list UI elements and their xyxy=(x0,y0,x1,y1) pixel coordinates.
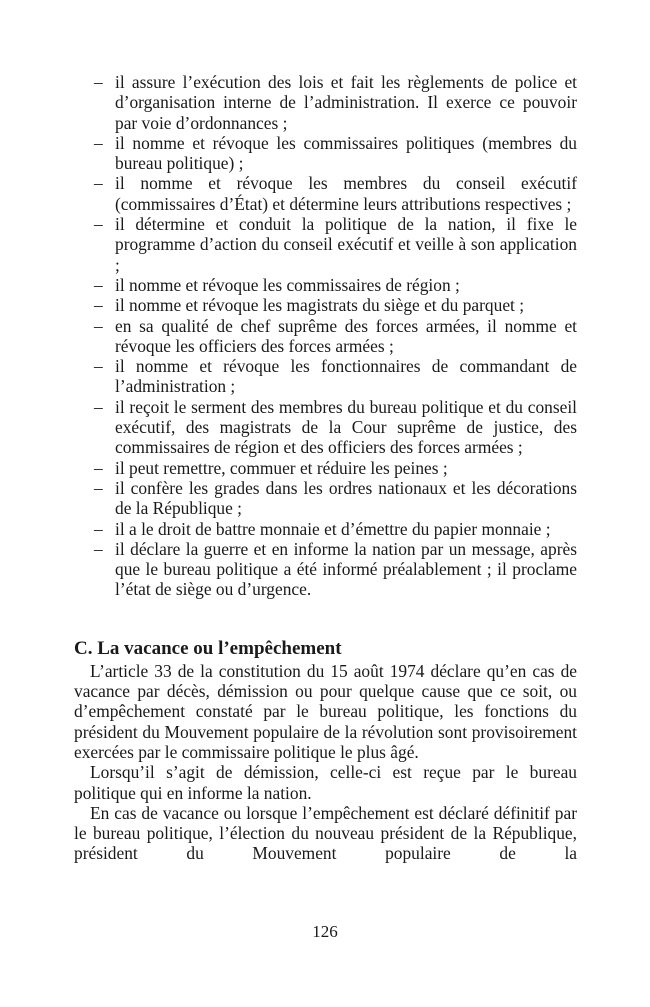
list-item xyxy=(74,519,577,539)
list-item xyxy=(74,356,577,397)
powers-list xyxy=(74,72,577,600)
list-item-text: il nomme et révoque les fonctionnaires de commandant de l’administration ; xyxy=(115,356,577,397)
section-heading: C. La vacance ou l’empêchement xyxy=(74,637,342,659)
dash-bullet: – xyxy=(94,477,103,498)
list-item xyxy=(74,275,577,295)
dash-bullet: – xyxy=(94,518,103,539)
list-item xyxy=(74,458,577,478)
list-item-text: il déclare la guerre et en informe la nation par un message, après que le bureau politique a été informé préalablement ; il proclame l’état de siège ou d’urgence. xyxy=(115,538,577,600)
dash-bullet: – xyxy=(94,356,103,377)
dash-bullet: – xyxy=(94,132,103,153)
list-item xyxy=(74,478,577,519)
paragraph: Lorsqu’il s’agit de démission, celle-ci est reçue par le bureau politique qui en informe la nation. xyxy=(74,762,577,803)
list-item-text: il a le droit de battre monnaie et d’émettre du papier monnaie ; xyxy=(115,518,551,539)
list-item xyxy=(74,72,577,133)
list-item-text: il confère les grades dans les ordres nationaux et les décorations de la République ; xyxy=(115,477,577,519)
list-item xyxy=(74,133,577,174)
list-item-text: il nomme et révoque les commissaires politiques (membres du bureau politique) ; xyxy=(115,132,577,174)
list-item xyxy=(74,173,577,214)
paragraph: L’article 33 de la constitution du 15 août 1974 déclare qu’en cas de vacance par décès, démission ou pour quelque cause que ce soit, ou d’empêchement constaté par le bureau politique, les fonctions du président du Mouvement populaire de la révolution sont provisoirement exercées par le commissaire politique le plus âgé. xyxy=(74,660,577,762)
page-number: 126 xyxy=(312,922,338,941)
dash-bullet: – xyxy=(94,72,103,92)
dash-bullet: – xyxy=(94,457,103,478)
list-item xyxy=(74,539,577,600)
list-item-text: il peut remettre, commuer et réduire les peines ; xyxy=(115,457,448,478)
dash-bullet: – xyxy=(94,538,103,559)
list-item-text: il détermine et conduit la politique de la nation, il fixe le programme d’action du conseil exécutif et veille à son application ; xyxy=(115,214,577,275)
list-item xyxy=(74,397,577,458)
paragraph: En cas de vacance ou lorsque l’empêchement est déclaré définitif par le bureau politique, l’élection du nouveau président de la République, président du Mouvement populaire de la xyxy=(74,802,577,864)
list-item-text: en sa qualité de chef suprême des forces armées, il nomme et révoque les officiers des forces armées ; xyxy=(115,315,577,356)
dash-bullet: – xyxy=(94,295,103,316)
list-item-text: il nomme et révoque les magistrats du siège et du parquet ; xyxy=(115,295,525,316)
list-item-text: il nomme et révoque les membres du conseil exécutif (commissaires d’État) et détermine leurs attributions respectives ; xyxy=(115,173,577,214)
list-item-text: il assure l’exécution des lois et fait les règlements de police et d’organisation interne de l’administration. Il exerce ce pouvoir par voie d’ordonnances ; xyxy=(115,72,577,133)
page-body xyxy=(74,72,577,864)
list-item-text: il nomme et révoque les commissaires de région ; xyxy=(115,274,460,295)
list-item xyxy=(74,295,577,315)
dash-bullet: – xyxy=(94,315,103,336)
dash-bullet: – xyxy=(94,214,103,235)
dash-bullet: – xyxy=(94,173,103,194)
list-item-text: il reçoit le serment des membres du bureau politique et du conseil exécutif, des magistrats de la Cour suprême de justice, des commissaires de région et des officiers des forces armées ; xyxy=(115,396,577,458)
dash-bullet: – xyxy=(94,274,103,295)
dash-bullet: – xyxy=(94,396,103,417)
list-item xyxy=(74,214,577,275)
list-item xyxy=(74,316,577,357)
